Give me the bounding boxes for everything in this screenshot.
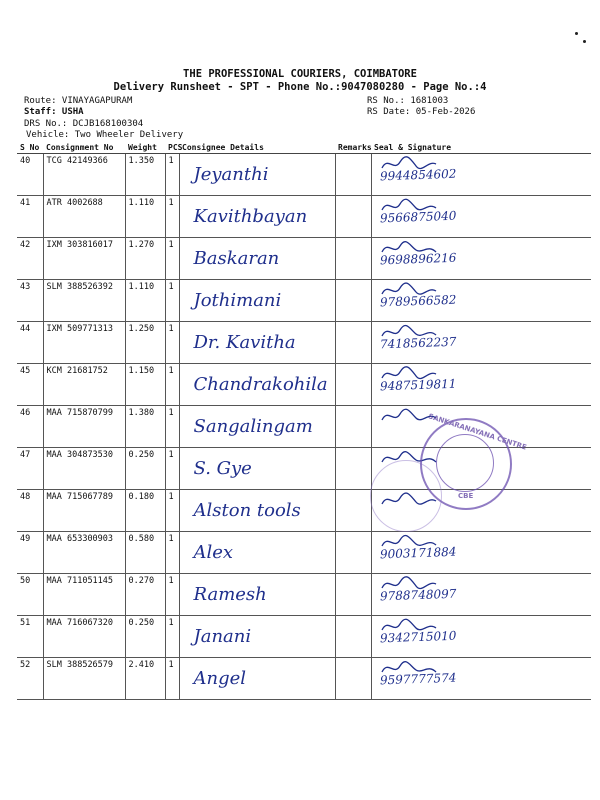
table-header-row bbox=[17, 141, 591, 154]
weight-cell: 1.270 bbox=[125, 238, 165, 280]
remarks-cell bbox=[335, 490, 371, 532]
weight-cell: 0.580 bbox=[125, 532, 165, 574]
pcs-cell: 1 bbox=[165, 280, 179, 322]
col-header-weight: Weight bbox=[125, 141, 165, 154]
consignee-cell bbox=[179, 658, 335, 700]
pcs-cell: 1 bbox=[165, 406, 179, 448]
table-row bbox=[17, 154, 591, 196]
sno-cell: 48 bbox=[17, 490, 43, 532]
table-row bbox=[17, 196, 591, 238]
route-label: Route: VINAYAGAPURAM bbox=[24, 96, 133, 106]
scan-dot bbox=[583, 40, 586, 43]
consignee-phone-handwritten: 7418562237 bbox=[379, 334, 457, 352]
consignment-cell: TCG 42149366 bbox=[43, 154, 125, 196]
consignee-cell bbox=[179, 154, 335, 196]
consignee-cell bbox=[179, 490, 335, 532]
weight-cell: 0.180 bbox=[125, 490, 165, 532]
consignee-handwritten-name: Dr. Kavitha bbox=[193, 332, 296, 353]
sno-cell: 46 bbox=[17, 406, 43, 448]
sno-cell: 42 bbox=[17, 238, 43, 280]
consignee-phone-handwritten: 9342715010 bbox=[379, 628, 457, 646]
weight-cell: 2.410 bbox=[125, 658, 165, 700]
col-header-pcs: PCS bbox=[165, 141, 179, 154]
vehicle-label: Vehicle: Two Wheeler Delivery bbox=[26, 130, 184, 140]
consignee-phone-handwritten: 9944854602 bbox=[379, 166, 457, 184]
consignment-cell: SLM 388526579 bbox=[43, 658, 125, 700]
signature-cell bbox=[371, 364, 591, 406]
remarks-cell bbox=[335, 364, 371, 406]
sno-cell: 41 bbox=[17, 196, 43, 238]
staff-label: Staff: USHA bbox=[24, 107, 84, 117]
table-row bbox=[17, 532, 591, 574]
consignee-cell bbox=[179, 322, 335, 364]
pcs-cell: 1 bbox=[165, 574, 179, 616]
table-row bbox=[17, 238, 591, 280]
consignment-cell: MAA 715067789 bbox=[43, 490, 125, 532]
remarks-cell bbox=[335, 658, 371, 700]
signature-cell bbox=[371, 238, 591, 280]
runsheet-table bbox=[17, 141, 591, 700]
pcs-cell: 1 bbox=[165, 322, 179, 364]
sno-cell: 40 bbox=[17, 154, 43, 196]
signature-cell bbox=[371, 574, 591, 616]
consignee-phone-handwritten: 9789566582 bbox=[379, 292, 457, 310]
pcs-cell: 1 bbox=[165, 448, 179, 490]
consignment-cell: MAA 711051145 bbox=[43, 574, 125, 616]
consignee-cell bbox=[179, 196, 335, 238]
consignee-cell bbox=[179, 406, 335, 448]
consignee-cell bbox=[179, 448, 335, 490]
drs-label: DRS No.: DCJB168100304 bbox=[24, 119, 144, 129]
consignee-cell bbox=[179, 532, 335, 574]
col-header-consignment: Consignment No bbox=[43, 141, 125, 154]
consignment-cell: IXM 509771313 bbox=[43, 322, 125, 364]
consignee-phone-handwritten: 9003171884 bbox=[379, 544, 457, 562]
consignee-phone-handwritten: 9566875040 bbox=[379, 208, 457, 226]
table-row bbox=[17, 616, 591, 658]
col-header-remarks: Remarks bbox=[335, 141, 371, 154]
consignee-handwritten-name: Sangalingam bbox=[193, 416, 313, 437]
weight-cell: 0.250 bbox=[125, 616, 165, 658]
table-row bbox=[17, 658, 591, 700]
weight-cell: 1.110 bbox=[125, 280, 165, 322]
consignee-phone-handwritten: 9597777574 bbox=[379, 670, 457, 688]
table-row bbox=[17, 364, 591, 406]
col-header-consignee: Consignee Details bbox=[179, 141, 335, 154]
stamp-text: SANKARANAYANA CENTRE bbox=[427, 412, 528, 452]
pcs-cell: 1 bbox=[165, 196, 179, 238]
sno-cell: 44 bbox=[17, 322, 43, 364]
weight-cell: 1.150 bbox=[125, 364, 165, 406]
remarks-cell bbox=[335, 154, 371, 196]
consignee-handwritten-name: Angel bbox=[193, 668, 247, 689]
sno-cell: 49 bbox=[17, 532, 43, 574]
table-row bbox=[17, 490, 591, 532]
consignee-cell bbox=[179, 574, 335, 616]
consignee-phone-handwritten: 9698896216 bbox=[379, 250, 457, 268]
consignee-handwritten-name: Janani bbox=[193, 626, 252, 647]
consignment-cell: MAA 716067320 bbox=[43, 616, 125, 658]
consignee-handwritten-name: Kavithbayan bbox=[193, 206, 308, 227]
pcs-cell: 1 bbox=[165, 616, 179, 658]
runsheet-subtitle: Delivery Runsheet - SPT - Phone No.:9047080280 - Page No.:4 bbox=[113, 81, 487, 93]
consignee-handwritten-name: Jothimani bbox=[193, 290, 282, 311]
weight-cell: 0.270 bbox=[125, 574, 165, 616]
consignee-handwritten-name: Chandrakohila bbox=[193, 374, 328, 395]
consignee-phone-handwritten: 9788748097 bbox=[379, 586, 457, 604]
remarks-cell bbox=[335, 406, 371, 448]
signature-cell bbox=[371, 532, 591, 574]
signature-cell bbox=[371, 196, 591, 238]
weight-cell: 1.250 bbox=[125, 322, 165, 364]
consignment-cell: MAA 653300903 bbox=[43, 532, 125, 574]
pcs-cell: 1 bbox=[165, 658, 179, 700]
rs-no-label: RS No.: 1681003 bbox=[367, 96, 449, 106]
consignee-handwritten-name: Ramesh bbox=[193, 584, 267, 605]
sno-cell: 45 bbox=[17, 364, 43, 406]
pcs-cell: 1 bbox=[165, 364, 179, 406]
remarks-cell bbox=[335, 574, 371, 616]
remarks-cell bbox=[335, 448, 371, 490]
consignee-cell bbox=[179, 364, 335, 406]
sno-cell: 47 bbox=[17, 448, 43, 490]
consignee-handwritten-name: Alston tools bbox=[193, 500, 301, 521]
consignee-handwritten-name: S. Gye bbox=[193, 458, 252, 479]
signature-cell bbox=[371, 658, 591, 700]
sno-cell: 52 bbox=[17, 658, 43, 700]
table-row bbox=[17, 574, 591, 616]
remarks-cell bbox=[335, 532, 371, 574]
consignment-cell: KCM 21681752 bbox=[43, 364, 125, 406]
consignee-phone-handwritten: 9487519811 bbox=[379, 376, 457, 394]
consignment-cell: SLM 388526392 bbox=[43, 280, 125, 322]
consignment-cell: ATR 4002688 bbox=[43, 196, 125, 238]
col-header-sno: S No bbox=[17, 141, 43, 154]
signature-cell bbox=[371, 616, 591, 658]
consignee-handwritten-name: Baskaran bbox=[193, 248, 280, 269]
company-title: THE PROFESSIONAL COURIERS, COIMBATORE bbox=[183, 68, 417, 80]
rs-date-label: RS Date: 05-Feb-2026 bbox=[367, 107, 476, 117]
table-row bbox=[17, 322, 591, 364]
sno-cell: 43 bbox=[17, 280, 43, 322]
faded-stamp bbox=[370, 460, 442, 532]
scan-dot bbox=[575, 32, 578, 35]
table-row bbox=[17, 280, 591, 322]
pcs-cell: 1 bbox=[165, 154, 179, 196]
weight-cell: 1.380 bbox=[125, 406, 165, 448]
weight-cell: 1.110 bbox=[125, 196, 165, 238]
consignee-handwritten-name: Jeyanthi bbox=[193, 164, 269, 185]
stamp-city: CBE bbox=[458, 492, 474, 500]
consignee-cell bbox=[179, 238, 335, 280]
pcs-cell: 1 bbox=[165, 532, 179, 574]
remarks-cell bbox=[335, 322, 371, 364]
remarks-cell bbox=[335, 238, 371, 280]
sno-cell: 51 bbox=[17, 616, 43, 658]
pcs-cell: 1 bbox=[165, 238, 179, 280]
sno-cell: 50 bbox=[17, 574, 43, 616]
pcs-cell: 1 bbox=[165, 490, 179, 532]
consignment-cell: MAA 304873530 bbox=[43, 448, 125, 490]
consignee-handwritten-name: Alex bbox=[193, 542, 234, 563]
signature-cell bbox=[371, 154, 591, 196]
remarks-cell bbox=[335, 196, 371, 238]
consignee-cell bbox=[179, 616, 335, 658]
remarks-cell bbox=[335, 280, 371, 322]
col-header-signature: Seal & Signature bbox=[371, 141, 591, 154]
weight-cell: 0.250 bbox=[125, 448, 165, 490]
signature-cell bbox=[371, 322, 591, 364]
consignment-cell: MAA 715870799 bbox=[43, 406, 125, 448]
remarks-cell bbox=[335, 616, 371, 658]
weight-cell: 1.350 bbox=[125, 154, 165, 196]
consignment-cell: IXM 303816017 bbox=[43, 238, 125, 280]
consignee-cell bbox=[179, 280, 335, 322]
signature-cell bbox=[371, 280, 591, 322]
